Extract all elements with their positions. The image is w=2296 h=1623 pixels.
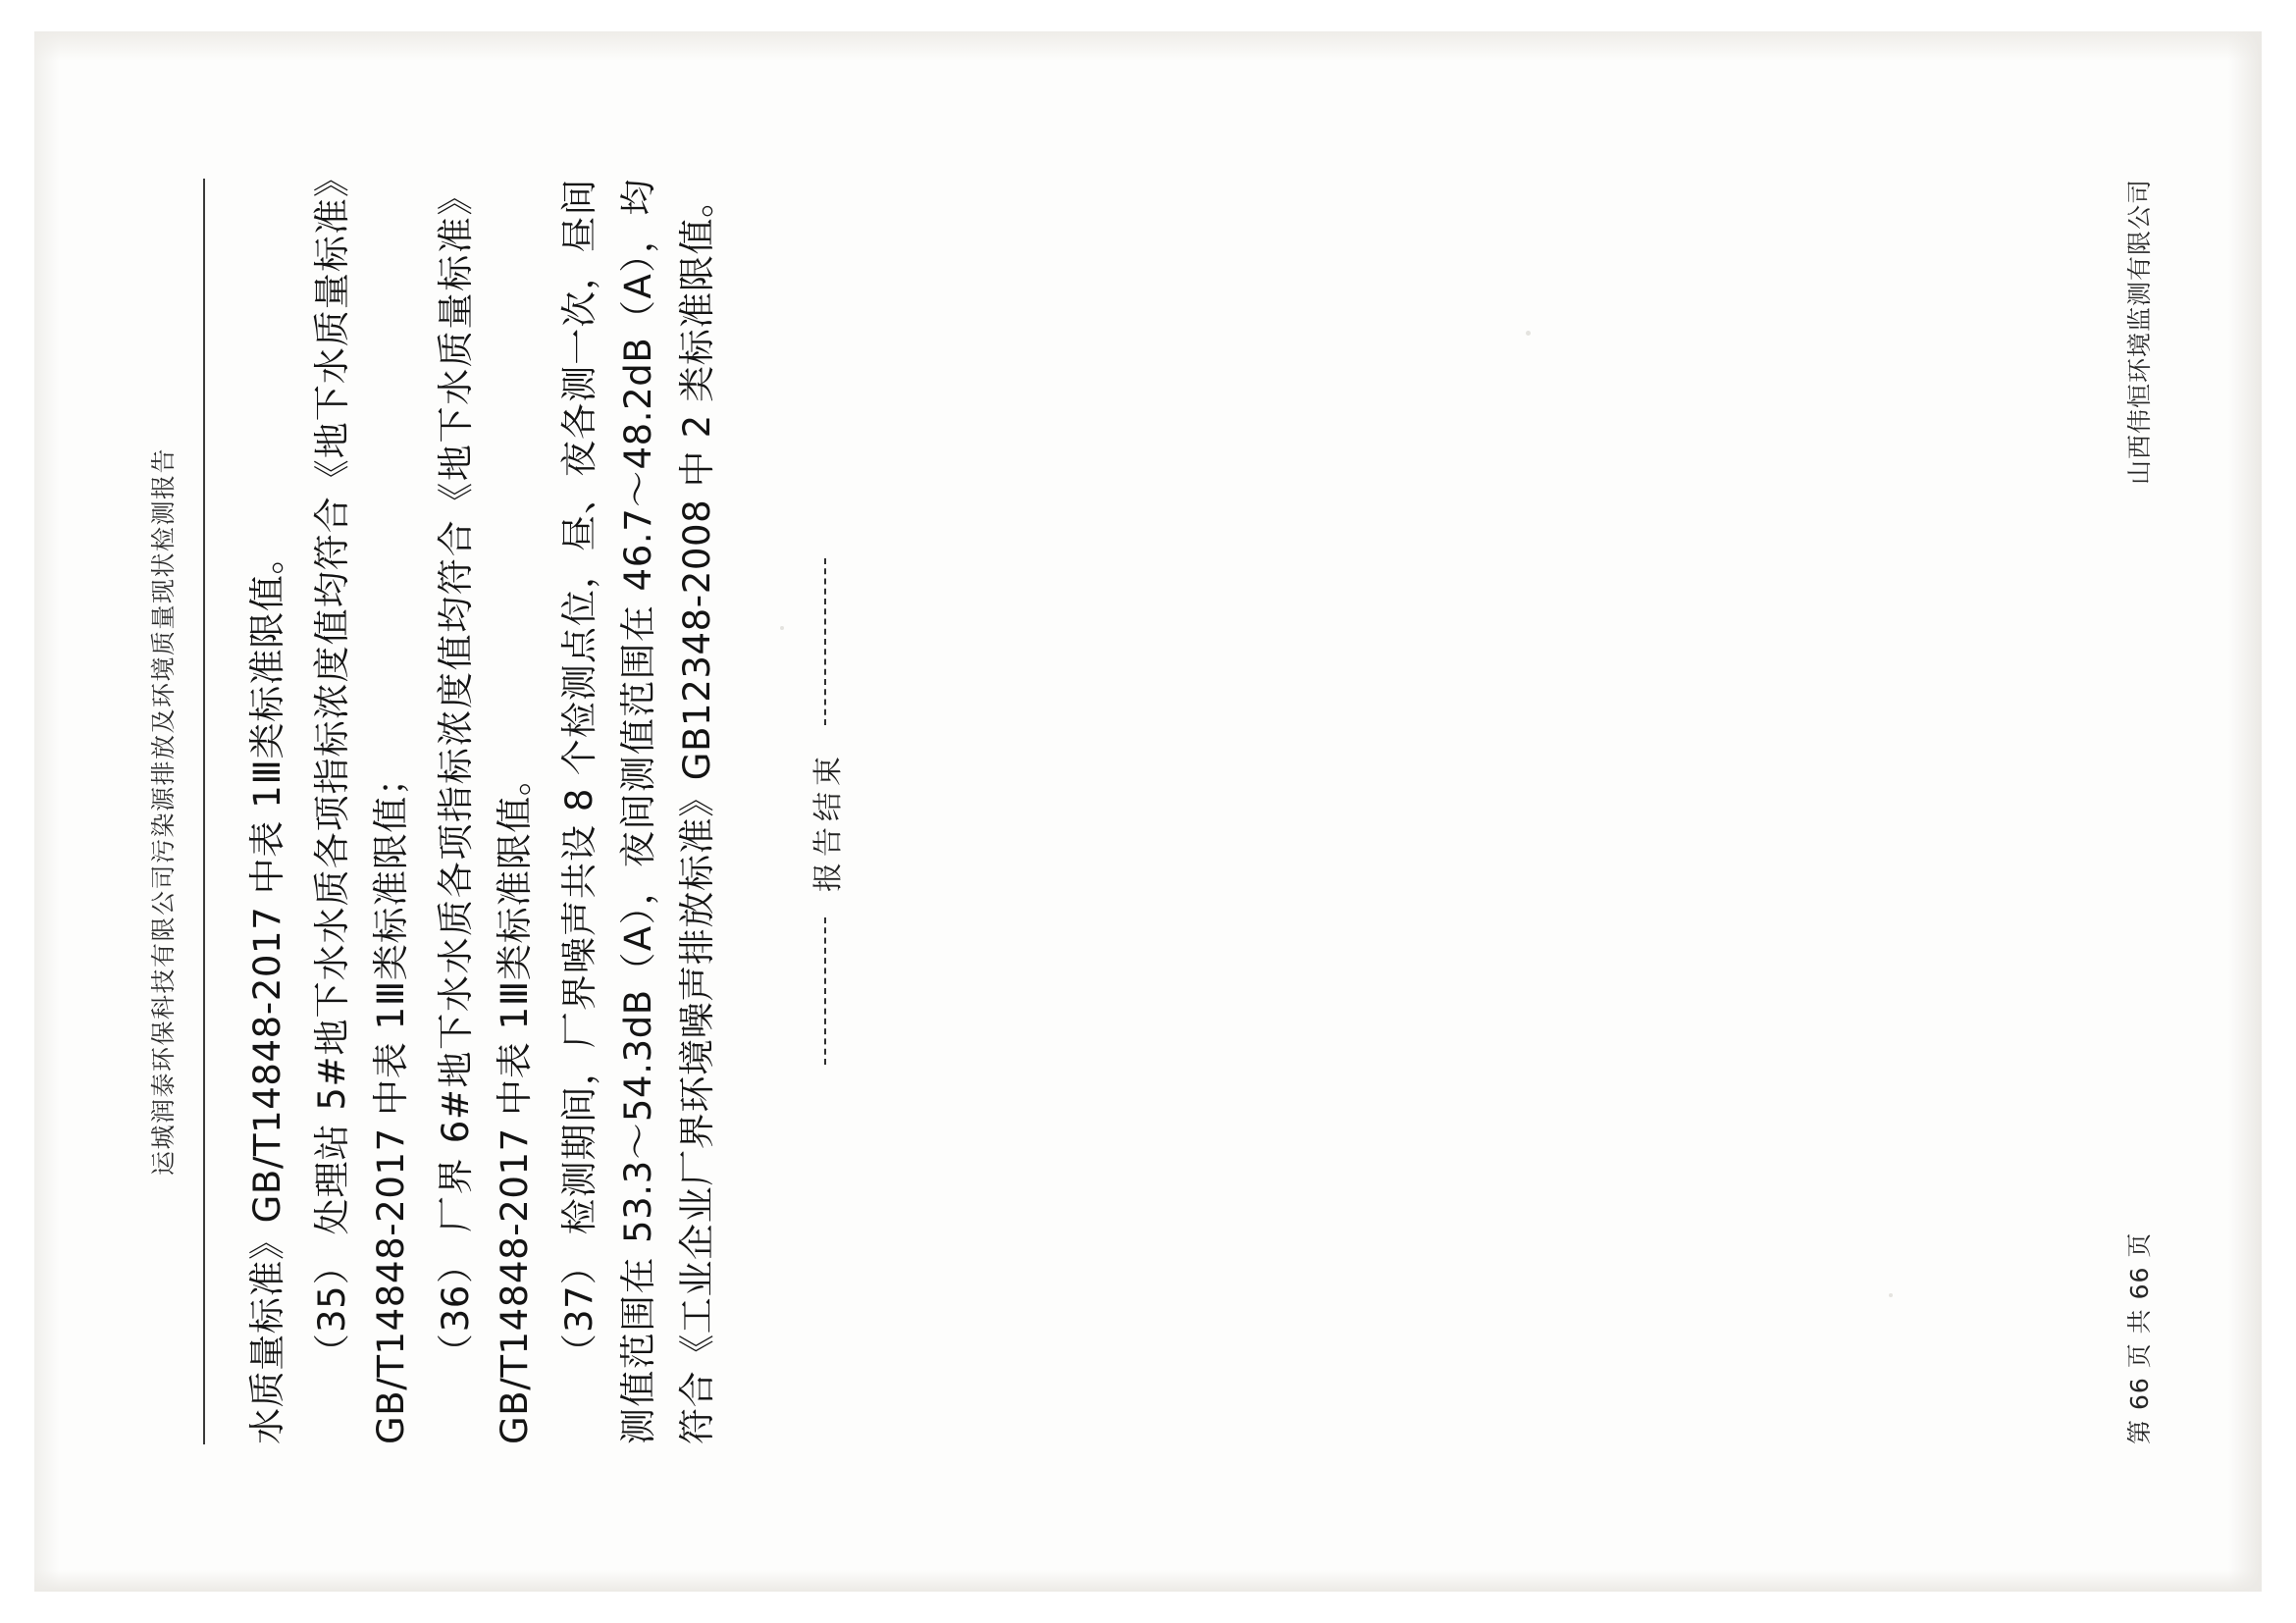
report-end-label: 报告结束 (810, 751, 846, 892)
paragraph-item-35: （35） 处理站 5#地下水水质各项指标浓度值均符合《地下水质量标准》GB/T14848-2017 中表 1Ⅲ类标准限值； (310, 179, 412, 1444)
scanned-page (34, 31, 2262, 1592)
page-edge-shading-top (34, 31, 60, 1592)
header-divider-rule (203, 179, 205, 1444)
footer-company-name: 山西伟恒环境监测有限公司 (2125, 179, 2154, 486)
report-end-divider (804, 179, 847, 1444)
paragraph-item-36: （36） 厂界 6#地下水水质各项指标浓度值均符合《地下水质量标准》GB/T14848-2017 中表 1Ⅲ类标准限值。 (434, 179, 536, 1444)
page-edge-shading-right (34, 31, 2262, 61)
page-number-label: 第 66 页 共 66 页 (2125, 1231, 2154, 1444)
dashed-line-left (824, 917, 826, 1065)
page-body (238, 179, 2036, 1444)
page-edge-shading-bottom (2228, 31, 2262, 1592)
page-running-header (144, 179, 199, 1444)
page-edge-shading-left (34, 1570, 2262, 1592)
dashed-line-right (824, 558, 826, 725)
report-title: 运城润泰环保科技有限公司污染源排放及环境质量现状检测报告 (149, 447, 178, 1177)
paragraph-item-37: （37） 检测期间，厂界噪声共设 8 个检测点位，昼、夜各测一次，昼间测值范围在 53.3～54.3dB（A），夜间测值范围在 46.7～48.2dB（A），均符合《工业企业厂界环境噪声排放标准》GB12348-2008 中 2 类标准限值。 (557, 179, 718, 1444)
paragraph-water-standard-continued: 水质量标准》GB/T14848-2017 中表 1Ⅲ类标准限值。 (246, 537, 288, 1444)
page-footer (2120, 179, 2156, 1444)
